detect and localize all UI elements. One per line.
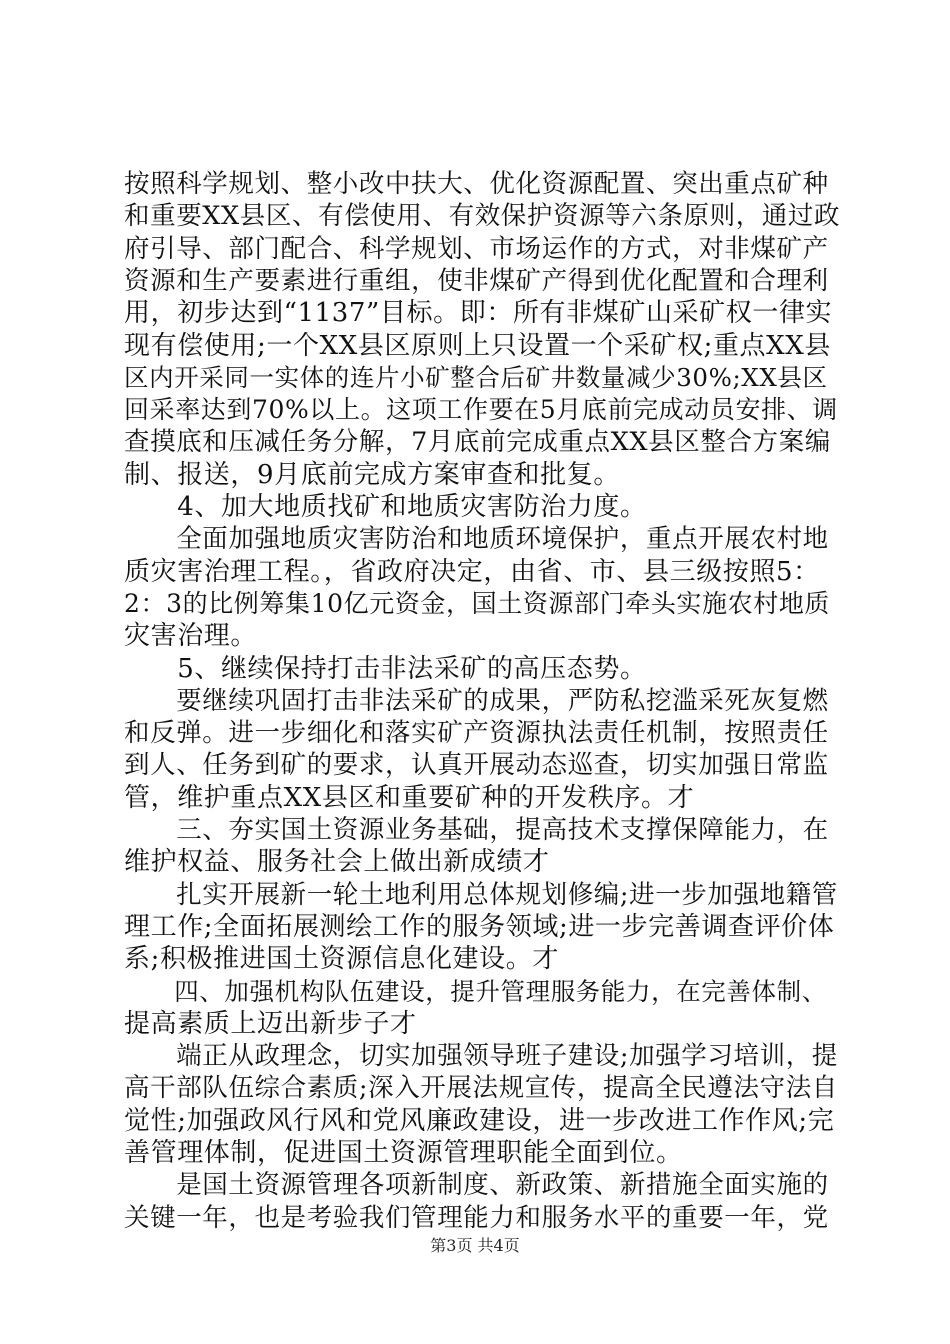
text-line: 区内开采同一实体的连片小矿整合后矿井数量减少30%;XX县区: [124, 362, 828, 392]
text-line: 扎实开展新一轮土地利用总体规划修编;进一步加强地籍管: [124, 879, 838, 910]
text-line: 2：3的比例筹集10亿元资金，国土资源部门牵头实施农村地质: [124, 588, 831, 618]
text-line: 管，维护重点XX县区和重要矿种的开发秩序。才: [124, 782, 695, 813]
text-line: 制、报送，9月底前完成方案审查和批复。: [124, 459, 620, 490]
text-line: 全面加强地质灾害防治和地质环境保护，重点开展农村地: [124, 524, 829, 555]
text-line: 提高素质上迈出新步子才: [124, 1008, 417, 1039]
text-line: 按照科学规划、整小改中扶大、优化资源配置、突出重点矿种: [124, 169, 829, 199]
text-line: 查摸底和压减任务分解，7月底前完成重点XX县区整合方案编: [124, 427, 831, 458]
text-line: 四、加强机构队伍建设，提升管理服务能力，在完善体制、: [124, 976, 827, 1006]
page-footer: 第3页 共4页: [430, 1236, 520, 1255]
text-line: 和重要XX县区、有偿使用、有效保护资源等六条原则，通过政: [124, 201, 841, 232]
text-line: 三、夯实国土资源业务基础，提高技术支撑保障能力，在: [124, 815, 829, 845]
text-line: 回采率达到70%以上。这项工作要在5月底前完成动员安排、调: [124, 395, 838, 425]
text-line: 5、继续保持打击非法采矿的高压态势。: [124, 653, 647, 684]
text-line: 要继续巩固打击非法采矿的成果，严防私挖滥采死灰复燃: [124, 685, 829, 716]
text-line: 是国土资源管理各项新制度、新政策、新措施全面实施的: [124, 1170, 829, 1201]
text-line: 维护权益、服务社会上做出新成绩才: [124, 847, 550, 878]
text-line: 4、加大地质找矿和地质灾害防治力度。: [124, 492, 647, 522]
text-line: 理工作;全面拓展测绘工作的服务领域;进一步完善调查评价体: [124, 911, 835, 942]
text-line: 善管理体制，促进国土资源管理职能全面到位。: [124, 1138, 683, 1168]
text-line: 到人、任务到矿的要求，认真开展动态巡查，切实加强日常监: [124, 750, 829, 781]
text-line: 用，初步达到“1137”目标。即：所有非煤矿山采矿权一律实: [124, 298, 833, 329]
text-line: 灾害治理。: [124, 621, 258, 652]
text-line: 高干部队伍综合素质;深入开展法规宣传，提高全民遵法守法自: [124, 1073, 838, 1104]
text-line: 端正从政理念，切实加强领导班子建设;加强学习培训，提: [124, 1041, 838, 1072]
text-line: 系;积极推进国土资源信息化建设。才: [124, 944, 559, 975]
text-line: 觉性;加强政风行风和党风廉政建设，进一步改进工作作风;完: [124, 1105, 835, 1136]
text-line: 现有偿使用;一个XX县区原则上只设置一个采矿权;重点XX县: [124, 330, 831, 361]
text-line: 府引导、部门配合、科学规划、市场运作的方式，对非煤矿产: [124, 233, 829, 264]
text-line: 质灾害治理工程。，省政府决定，由省、市、县三级按照5：: [124, 556, 820, 587]
text-line: 资源和生产要素进行重组，使非煤矿产得到优化配置和合理利: [124, 265, 829, 296]
text-line: 关键一年，也是考验我们管理能力和服务水平的重要一年，党: [124, 1202, 829, 1233]
text-line: 和反弹。进一步细化和落实矿产资源执法责任机制，按照责任: [124, 718, 829, 749]
